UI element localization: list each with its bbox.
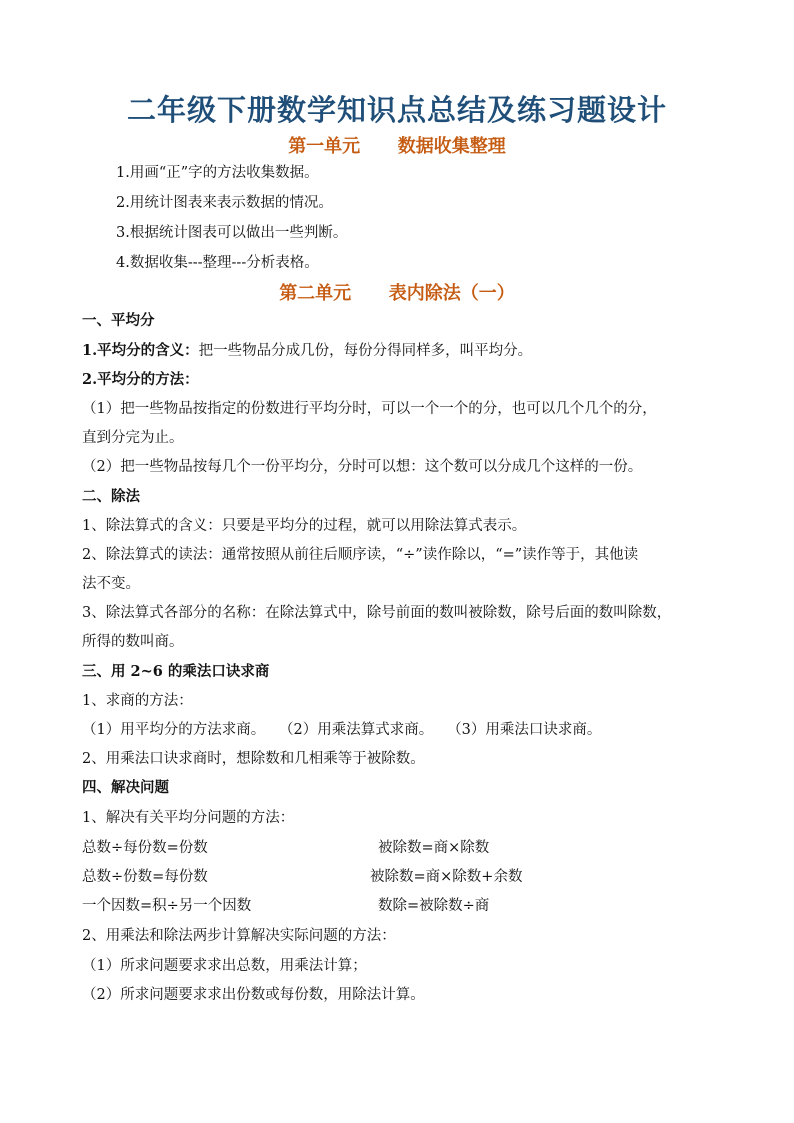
average-meaning <box>82 341 532 361</box>
average-meaning-text: 把一些物品分成几份，每份分得同样多，叫平均分。 <box>198 343 533 359</box>
average-method-1a: （1）把一些物品按指定的份数进行平均分时，可以一个一个的分，也可以几个几个的分， <box>82 401 657 417</box>
unit2-title: 第二单元 表内除法（一） <box>279 283 515 304</box>
division-p1: 1、除法算式的含义：只要是平均分的过程，就可以用除法算式表示。 <box>82 518 527 534</box>
unit1-item-1: 1.用画“正”字的方法收集数据。 <box>116 165 319 181</box>
division-p2b: 法不变。 <box>82 576 140 592</box>
division-p3a: 3、除法算式各部分的名称：在除法算式中，除号前面的数叫被除数，除号后面的数叫除数， <box>82 605 672 621</box>
section-heading-problems: 四、解决问题 <box>82 779 169 796</box>
formula-left-3: 一个因数=积÷另一个因数 <box>82 898 252 914</box>
average-method-1b: 直到分完为止。 <box>82 430 184 446</box>
formula-right-2: 被除数=商×除数+余数 <box>370 869 523 885</box>
average-method-2: （2）把一些物品按每几个一份平均分，分时可以想：这个数可以分成几个这样的一份。 <box>82 459 643 475</box>
section-heading-average: 一、平均分 <box>82 312 155 329</box>
problems-p1: 1、解决有关平均分问题的方法： <box>82 810 295 826</box>
document-title: 二年级下册数学知识点总结及练习题设计 <box>126 93 667 127</box>
unit1-item-2: 2.用统计图表来表示数据的情况。 <box>116 195 333 211</box>
average-meaning-label: 1.平均分的含义： <box>82 342 199 359</box>
unit1-title: 第一单元 数据收集整理 <box>288 136 506 157</box>
problems-p2: 2、用乘法和除法两步计算解决实际问题的方法： <box>82 928 396 944</box>
section-heading-quotient: 三、用 2~6 的乘法口诀求商 <box>82 663 270 680</box>
problems-p2-item-2: （2）所求问题要求求出份数或每份数，用除法计算。 <box>82 987 425 1003</box>
average-method-label: 2.平均分的方法： <box>82 371 199 388</box>
quotient-methods: （1）用平均分的方法求商。 （2）用乘法算式求商。 （3）用乘法口诀求商。 <box>82 722 602 738</box>
section-heading-division: 二、除法 <box>82 488 140 505</box>
formula-right-3: 数除=被除数÷商 <box>378 898 490 914</box>
division-p2a: 2、除法算式的读法：通常按照从前往后顺序读，“÷”读作除以，“=”读作等于，其他读 <box>82 547 639 563</box>
formula-left-2: 总数÷份数=每份数 <box>82 869 208 885</box>
formula-right-1: 被除数=商×除数 <box>378 840 490 856</box>
unit1-item-3: 3.根据统计图表可以做出一些判断。 <box>116 225 348 241</box>
quotient-p1: 1、求商的方法： <box>82 693 193 709</box>
division-p3b: 所得的数叫商。 <box>82 634 184 650</box>
problems-p2-item-1: （1）所求问题要求求出总数，用乘法计算； <box>82 958 367 974</box>
unit1-item-4: 4.数据收集---整理---分析表格。 <box>116 255 319 271</box>
quotient-p2: 2、用乘法口诀求商时，想除数和几相乘等于被除数。 <box>82 751 425 767</box>
formula-left-1: 总数÷每份数=份数 <box>82 840 208 856</box>
